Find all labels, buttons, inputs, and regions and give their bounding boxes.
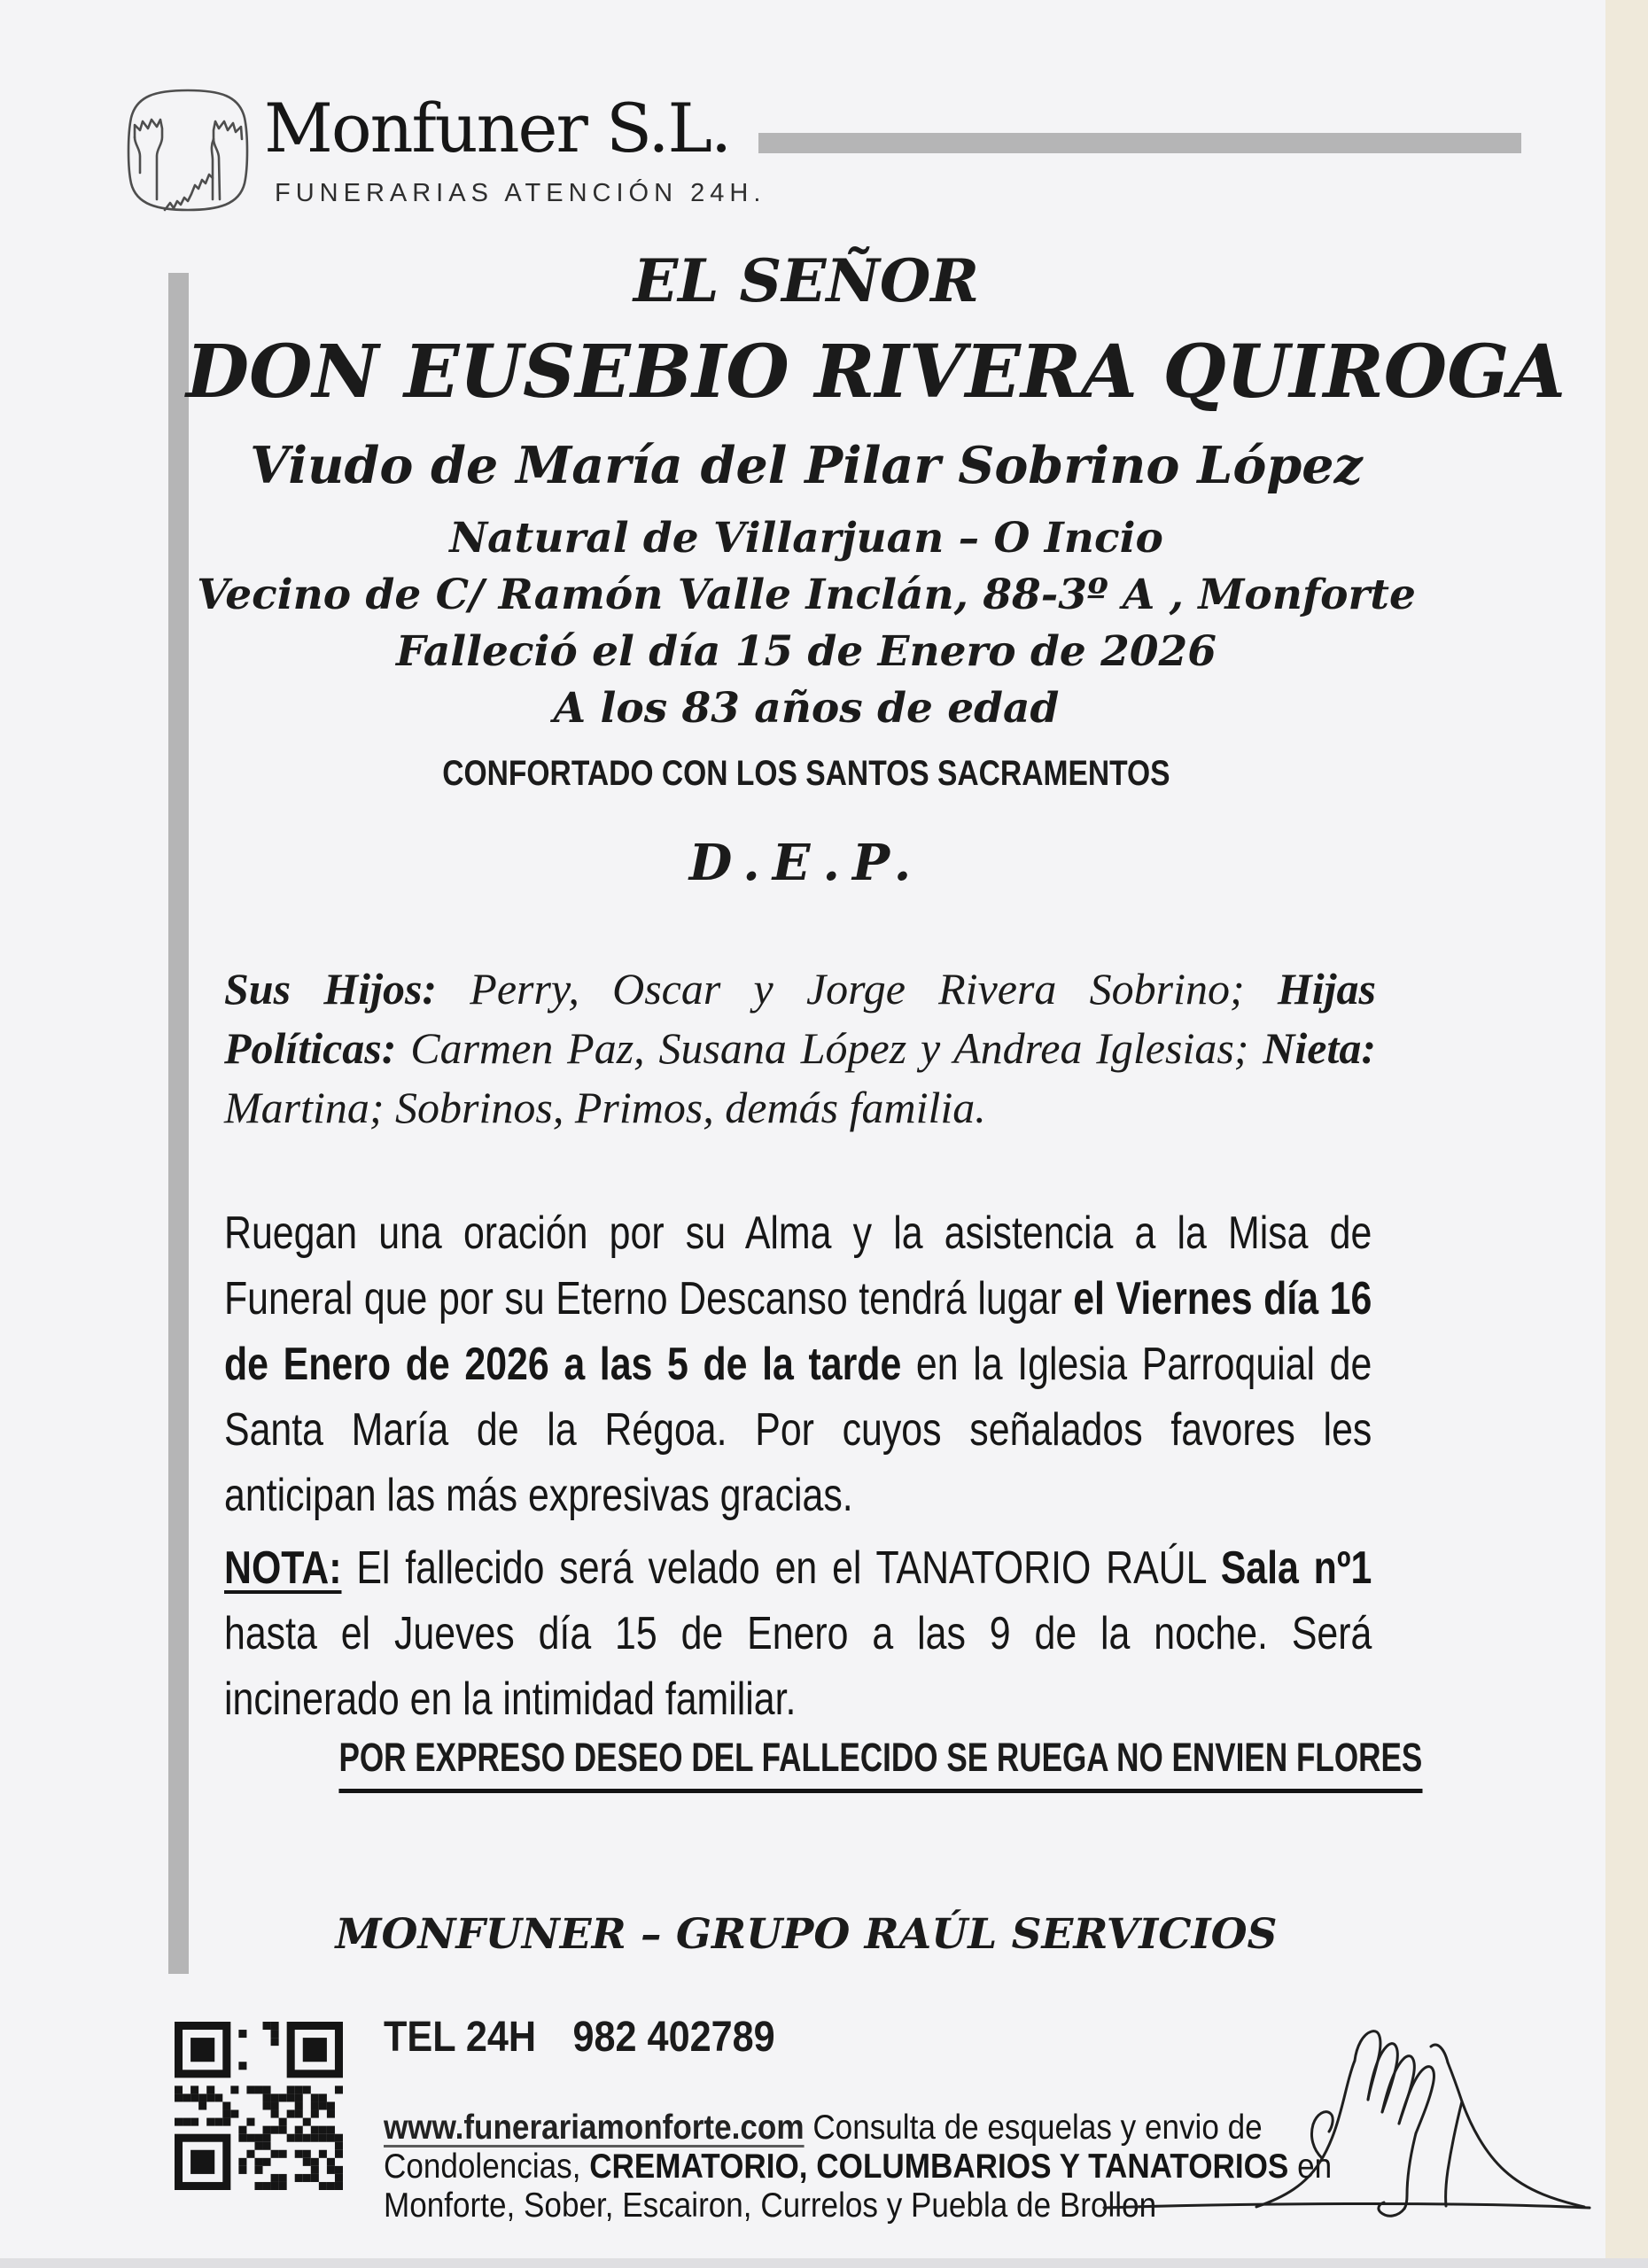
age-line: A los 83 años de edad: [553, 684, 1060, 733]
phone-label: TEL 24H: [384, 2014, 537, 2061]
brand-name: Monfuner S.L.: [264, 89, 731, 167]
phone-number: 982 402789: [572, 2014, 775, 2061]
family-label-granddaughter: Nieta:: [1263, 1023, 1376, 1073]
tanatorio-name: TANATORIO RAÚL: [875, 1542, 1221, 1594]
origin-line: Natural de Villarjuan – O Incio: [449, 514, 1163, 563]
note-paragraph: NOTA: El fallecido será velado en el TANATORIO RAÚL Sala nº1 hasta el Jueves día 15 de Enero a las 9 de la noche. Será incinerado en la intimidad familiar.: [224, 1542, 1372, 1725]
family-label-daughters-in-law: Hijas Políticas:: [224, 964, 1376, 1073]
note-label: NOTA:: [224, 1542, 342, 1594]
sacraments-line: [186, 754, 1426, 794]
residence-line: Vecino de C/ Ramón Valle Inclán, 88-3º A , Monforte: [197, 571, 1416, 619]
scan-bottom-strip: [0, 2258, 1648, 2268]
sacraments-text: CONFORTADO CON LOS SANTOS SACRAMENTOS: [442, 754, 1170, 793]
website-link[interactable]: www.funerariamonforte.com: [384, 2109, 805, 2147]
rip-abbreviation: D.E.P.: [688, 834, 924, 892]
services-bold: CREMATORIO, COLUMBARIOS Y TANATORIOS: [589, 2148, 1289, 2186]
services-line-1: www.funerariamonforte.com Consulta de esquelas y envio de: [384, 2109, 1263, 2147]
room-number: Sala nº1: [1220, 1542, 1372, 1594]
no-flowers-text: POR EXPRESO DESEO DEL FALLECIDO SE RUEGA NO ENVIEN FLORES: [338, 1735, 1422, 1793]
services-line-3: Monforte, Sober, Escairon, Currelos y Puebla de Brollon: [384, 2186, 1157, 2225]
funeral-datetime: el Viernes día 16 de Enero de 2026 a las 5 de la tarde: [224, 1273, 1372, 1390]
brand-tagline: FUNERARIAS ATENCIÓN 24H.: [275, 179, 766, 207]
services-line-2: Condolencias, CREMATORIO, COLUMBARIOS Y TANATORIOS en: [384, 2148, 1333, 2186]
scan-edge-strip: [1605, 0, 1648, 2268]
castle-tower-icon: [120, 85, 255, 214]
honorific-line: EL SEÑOR: [633, 246, 980, 315]
family-paragraph: Sus Hijos: Perry, Oscar y Jorge Rivera Sobrino; Hijas Políticas: Carmen Paz, Susana López y Andrea Iglesias; Nieta: Martina; Sobrinos, Primos, demás familia.: [224, 964, 1376, 1132]
no-flowers-request: [186, 1735, 1426, 1793]
phone-line: [384, 2013, 775, 2062]
deceased-name: DON EUSEBIO RIVERA QUIROGA: [186, 330, 1566, 415]
praying-hands-icon: [1099, 2018, 1595, 2231]
funeral-notice-paragraph: Ruegan una oración por su Alma y la asistencia a la Misa de Funeral que por su Eterno Descanso tendrá lugar el Viernes día 16 de Enero de 2026 a las 5 de la tarde en la Iglesia Parroquial de Santa María de la Régoa. Por cuyos señalados favores les anticipan las más expresivas gracias.: [224, 1208, 1372, 1521]
widower-line: Viudo de María del Pilar Sobrino López: [250, 436, 1363, 495]
death-date-line: Falleció el día 15 de Enero de 2026: [396, 627, 1217, 676]
funeral-group-line: MONFUNER – GRUPO RAÚL SERVICIOS: [335, 1910, 1278, 1959]
qr-code: [175, 2022, 343, 2190]
header-divider-bar: [758, 133, 1521, 153]
family-label-children: Sus Hijos:: [224, 964, 438, 1014]
